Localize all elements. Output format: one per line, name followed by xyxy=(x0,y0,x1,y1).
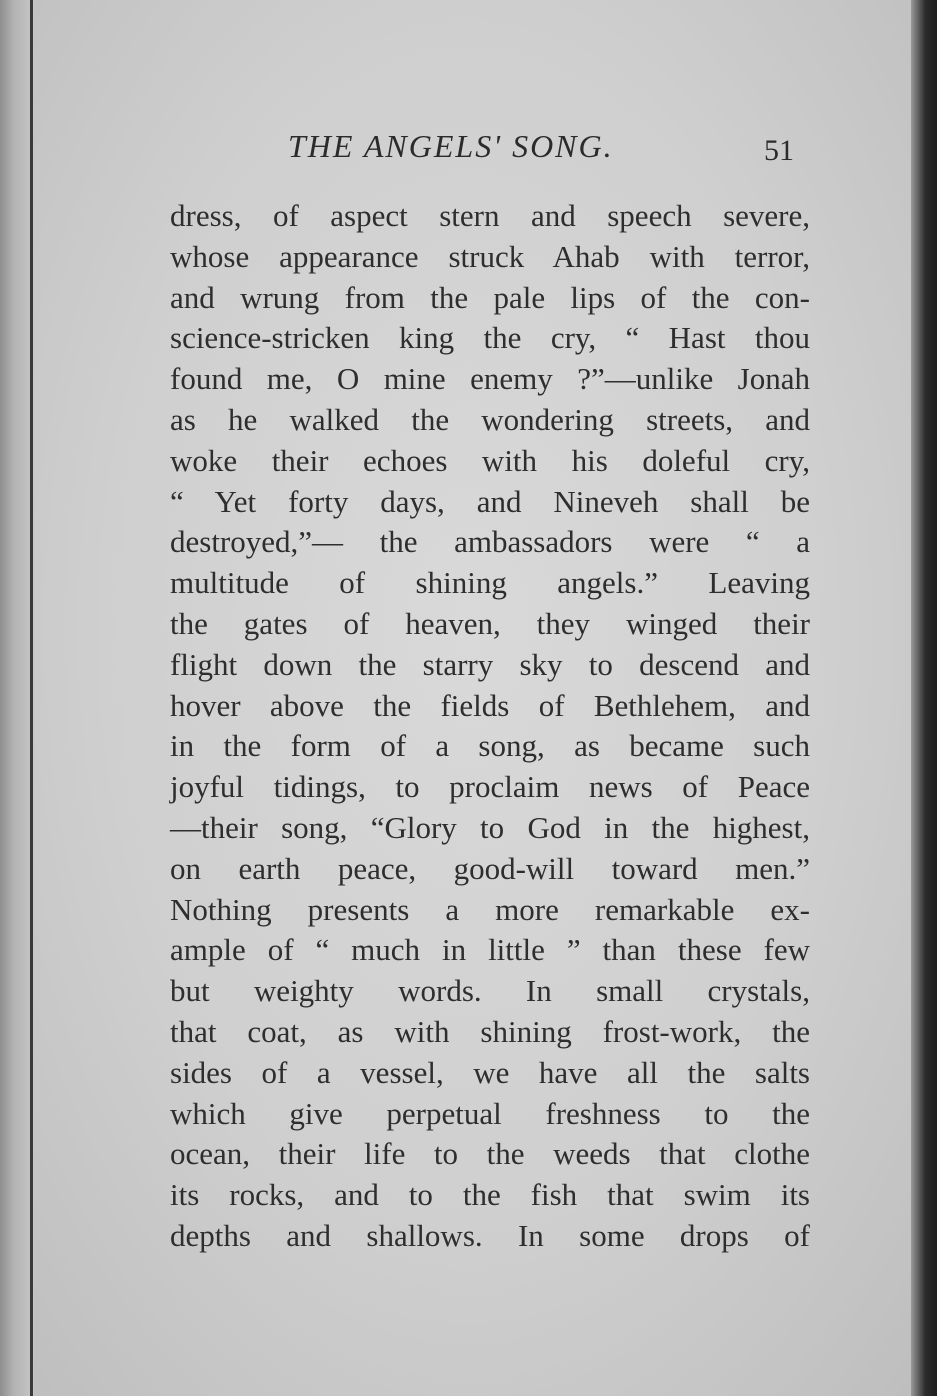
text-line: as he walked the wondering streets, and xyxy=(170,401,810,437)
text-line: destroyed,”— the ambassadors were “ a xyxy=(170,524,810,560)
text-line: on earth peace, good-will toward men.” xyxy=(170,850,810,886)
text-line: but weighty words. In small crystals, xyxy=(170,973,810,1009)
text-line: hover above the fields of Bethlehem, and xyxy=(170,687,810,723)
page-number: 51 xyxy=(764,134,794,167)
text-line: “ Yet forty days, and Nineveh shall be xyxy=(170,483,810,519)
text-line: —their song, “Glory to God in the highest, xyxy=(170,809,810,845)
text-line: flight down the starry sky to descend and xyxy=(170,646,810,682)
page-binding-edge xyxy=(0,0,34,1396)
text-line: sides of a vessel, we have all the salts xyxy=(170,1054,810,1090)
text-line: whose appearance struck Ahab with terror, xyxy=(170,238,810,274)
text-line: the gates of heaven, they winged their xyxy=(170,605,810,641)
text-line: which give perpetual freshness to the xyxy=(170,1095,810,1131)
running-title: THE ANGELS' SONG. xyxy=(288,128,614,164)
text-line: and wrung from the pale lips of the con- xyxy=(170,279,810,315)
text-line: depths and shallows. In some drops of xyxy=(170,1217,810,1253)
text-line: found me, O mine enemy ?”—unlike Jonah xyxy=(170,361,810,397)
text-line: joyful tidings, to proclaim news of Peace xyxy=(170,769,810,805)
text-line: dress, of aspect stern and speech severe, xyxy=(170,198,810,233)
text-line: ocean, their life to the weeds that clothe xyxy=(170,1136,810,1172)
binding-line xyxy=(30,0,33,1396)
text-line: science-stricken king the cry, “ Hast thou xyxy=(170,320,810,356)
text-line: that coat, as with shining frost-work, the xyxy=(170,1013,810,1049)
page-header xyxy=(170,128,800,180)
text-line: in the form of a song, as became such xyxy=(170,728,810,764)
text-line: Nothing presents a more remarkable ex- xyxy=(170,891,810,927)
text-line: ample of “ much in little ” than these few xyxy=(170,932,810,968)
page-right-edge-shadow xyxy=(911,0,937,1396)
text-line: multitude of shining angels.” Leaving xyxy=(170,565,810,601)
body-text xyxy=(170,196,810,1257)
text-line: its rocks, and to the fish that swim its xyxy=(170,1177,810,1213)
text-line: woke their echoes with his doleful cry, xyxy=(170,442,810,478)
